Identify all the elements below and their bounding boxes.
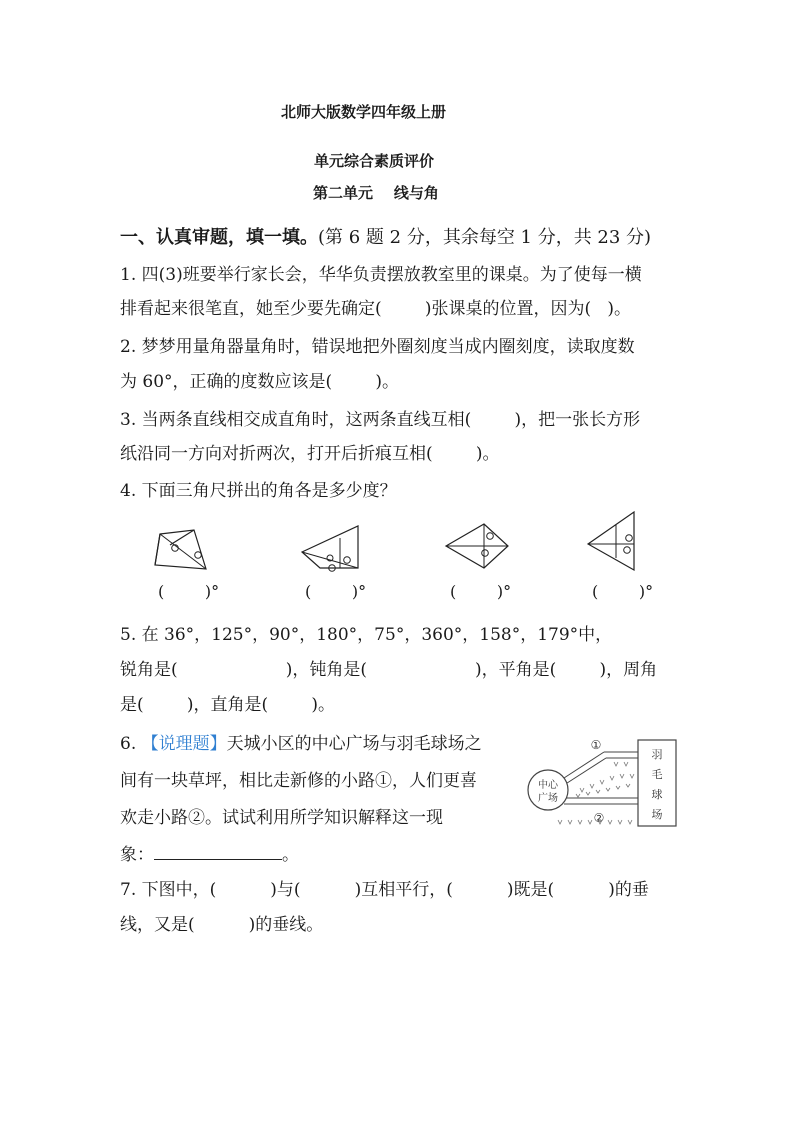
set-square-figure-4	[586, 510, 642, 576]
path-2-label: ②	[593, 811, 605, 825]
q6-answer-blank[interactable]	[154, 845, 282, 860]
plaza-label-bottom: 广场	[538, 793, 558, 804]
unit-title: 第二单元 线与角	[313, 184, 439, 202]
q6-line3: 欢走小路②。试试利用所学知识解释这一现	[120, 808, 443, 828]
q1-line2: 排看起来很笔直，她至少要先确定( )张课桌的位置，因为( )。	[120, 299, 631, 319]
q3-line1: 3. 当两条直线相交成直角时，这两条直线互相( )，把一张长方形	[120, 410, 641, 430]
section-scoring: (第 6 题 2 分，其余每空 1 分，共 23 分)	[318, 227, 652, 248]
court-char-1: 羽	[651, 748, 663, 761]
q2-line2: 为 60°，正确的度数应该是( )。	[120, 372, 400, 392]
q1-line1: 1. 四(3)班要举行家长会，华华负责摆放教室里的课桌。为了使每一横	[120, 265, 642, 285]
q6-line1-text: 天城小区的中心广场与羽毛球场之	[226, 734, 482, 754]
plaza-label-top: 中心	[538, 780, 558, 791]
q6-line4-suffix: 。	[282, 845, 299, 865]
court-char-4: 场	[651, 808, 663, 821]
q3-line2: 纸沿同一方向对折两次，打开后折痕互相( )。	[120, 444, 500, 464]
q5-line2: 锐角是( )，钝角是( )，平角是( )，周角	[120, 660, 658, 680]
q7-line1: 7. 下图中，( )与( )互相平行，( )既是( )的垂	[120, 880, 649, 900]
section-heading	[120, 223, 651, 249]
q6-line1	[120, 729, 482, 754]
section-title: 一、认真审题，填一填。	[120, 227, 318, 248]
q6-line2: 间有一块草坪，相比走新修的小路①，人们更喜	[120, 771, 477, 791]
q4-answer-2[interactable]: ( )°	[305, 582, 367, 601]
path-1-label: ①	[590, 738, 602, 752]
park-path-figure	[524, 738, 680, 834]
q6-line4-prefix: 象：	[120, 845, 154, 865]
set-square-figure-2	[300, 524, 370, 572]
q4-answer-3[interactable]: ( )°	[450, 582, 512, 601]
q4-answer-1[interactable]: ( )°	[158, 582, 220, 601]
q6-line4	[120, 840, 299, 865]
q5-line1: 5. 在 36°，125°，90°，180°，75°，360°，158°，179°中，	[120, 625, 613, 645]
q7-line2: 线，又是( )的垂线。	[120, 915, 324, 935]
q6-number: 6.	[120, 734, 137, 754]
set-square-figure-3	[444, 520, 514, 570]
reasoning-tag: 【说理题】	[141, 734, 227, 754]
q4-line1: 4. 下面三角尺拼出的角各是多少度？	[120, 481, 397, 501]
book-title: 北师大版数学四年级上册	[281, 103, 447, 121]
q2-line1: 2. 梦梦用量角器量角时，错误地把外圈刻度当成内圈刻度，读取度数	[120, 337, 635, 357]
q4-answer-4[interactable]: ( )°	[592, 582, 654, 601]
court-char-2: 毛	[651, 768, 663, 781]
q5-line3: 是( )，直角是( )。	[120, 695, 335, 715]
subtitle: 单元综合素质评价	[314, 152, 435, 170]
set-square-figure-1	[153, 526, 213, 574]
court-char-3: 球	[651, 788, 663, 801]
